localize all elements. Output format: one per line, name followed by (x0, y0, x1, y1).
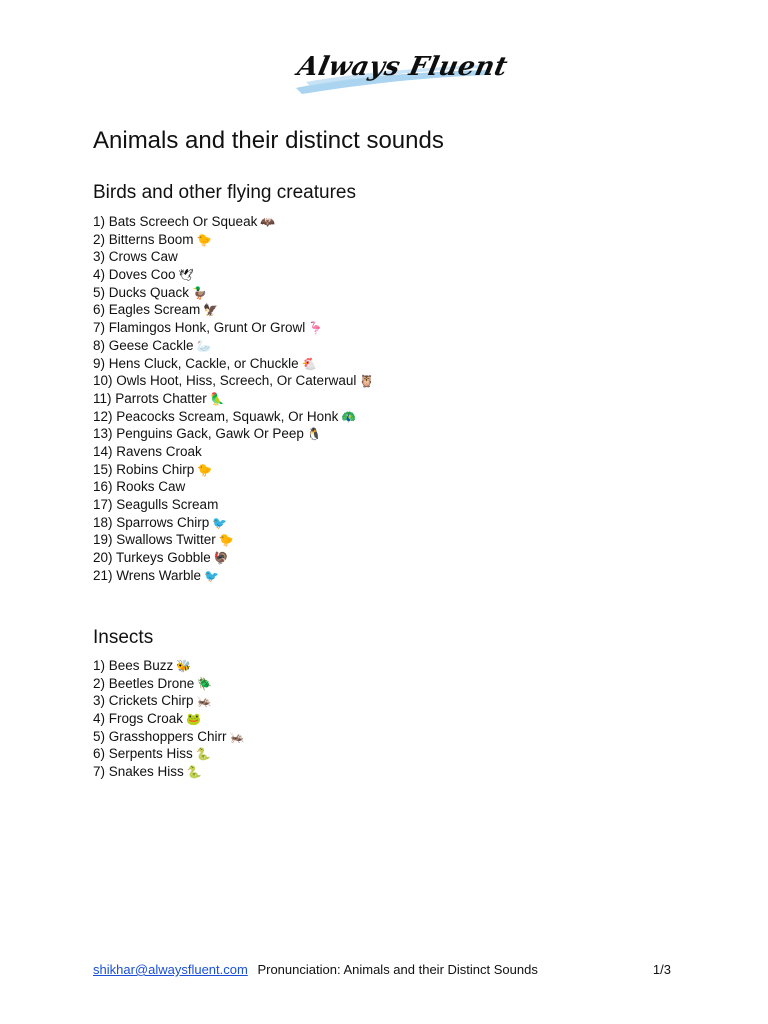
footer-title: Pronunciation: Animals and their Distinct Sounds (257, 962, 538, 977)
footer-email-link[interactable]: shikhar@alwaysfluent.com (93, 962, 248, 977)
list-item-text: 2) Bitterns Boom (93, 231, 194, 247)
list-item (93, 496, 374, 514)
swan-icon: 🦢 (196, 338, 212, 353)
insects-list (93, 657, 245, 781)
insects-heading: Insects (93, 627, 154, 648)
list-item-text: 5) Grasshoppers Chirr (93, 728, 227, 744)
list-item-text: 7) Snakes Hiss (93, 764, 184, 780)
list-item (93, 692, 245, 710)
list-item (93, 461, 374, 479)
penguin-icon: 🐧 (306, 427, 322, 442)
list-item (93, 425, 374, 443)
list-item (93, 549, 374, 567)
list-item (93, 372, 374, 390)
dove-icon: 🕊 (178, 268, 194, 283)
birds-list (93, 213, 374, 584)
logo (292, 48, 511, 100)
list-item (93, 567, 374, 585)
list-item-text: 6) Serpents Hiss (93, 746, 193, 762)
snake-icon: 🐍 (186, 765, 202, 780)
list-item (93, 675, 245, 693)
list-item-text: 15) Robins Chirp (93, 461, 195, 477)
list-item-text: 3) Crickets Chirp (93, 693, 194, 709)
list-item (93, 408, 374, 426)
list-item-text: 9) Hens Cluck, Cackle, or Chuckle (93, 355, 299, 371)
list-item (93, 248, 374, 266)
frog-icon: 🐸 (186, 712, 201, 727)
list-item (93, 657, 245, 675)
list-item (93, 231, 374, 249)
list-item (93, 728, 245, 746)
list-item (93, 266, 374, 284)
page-title: Animals and their distinct sounds (93, 127, 444, 154)
peacock-icon: 🦚 (341, 409, 357, 424)
eagle-icon: 🦅 (203, 303, 219, 318)
cricket-icon: 🦗 (229, 729, 245, 744)
list-item (93, 284, 374, 302)
beetle-icon: 🪲 (197, 676, 213, 691)
list-item-text: 2) Beetles Drone (93, 675, 195, 691)
list-item (93, 443, 374, 461)
list-item (93, 745, 245, 763)
list-item-text: 3) Crows Caw (93, 249, 178, 265)
list-item-text: 13) Penguins Gack, Gawk Or Peep (93, 426, 304, 442)
list-item-text: 7) Flamingos Honk, Grunt Or Growl (93, 320, 306, 336)
list-item-text: 17) Seagulls Scream (93, 497, 219, 512)
snake-icon: 🐍 (195, 747, 211, 762)
chick-icon: 🐤 (196, 232, 212, 247)
birds-heading: Birds and other flying creatures (93, 182, 356, 203)
footer (93, 962, 671, 977)
list-item-text: 21) Wrens Warble (93, 567, 202, 583)
list-item-text: 8) Geese Cackle (93, 337, 194, 353)
owl-icon: 🦉 (359, 374, 375, 389)
list-item-text: 1) Bees Buzz (93, 658, 174, 673)
list-item-text: 12) Peacocks Scream, Squawk, Or Honk (93, 408, 339, 424)
list-item-text: 6) Eagles Scream (93, 302, 201, 318)
list-item (93, 763, 245, 781)
list-item-text: 10) Owls Hoot, Hiss, Screech, Or Caterwaul (93, 373, 357, 389)
list-item-text: 4) Frogs Croak (93, 711, 184, 727)
list-item-text: 4) Doves Coo (93, 267, 176, 283)
list-item-text: 18) Sparrows Chirp (93, 514, 210, 530)
list-item (93, 710, 245, 728)
list-item-text: 16) Rooks Caw (93, 479, 186, 495)
duck-icon: 🦆 (192, 285, 207, 300)
turkey-icon: 🦃 (213, 551, 229, 566)
list-item-text: 1) Bats Screech Or Squeak (93, 214, 258, 229)
list-item-text: 5) Ducks Quack (93, 284, 190, 300)
list-item (93, 531, 374, 549)
flamingo-icon: 🦩 (308, 321, 324, 336)
list-item (93, 514, 374, 532)
bat-icon: 🦇 (260, 215, 276, 229)
list-item (93, 337, 374, 355)
list-item (93, 390, 374, 408)
cricket-icon: 🦗 (196, 694, 212, 709)
chicken-icon: 🐔 (301, 356, 317, 371)
bird-icon: 🐦 (212, 515, 228, 530)
bird-icon: 🐦 (204, 568, 219, 583)
bee-icon: 🐝 (176, 659, 192, 673)
page-number: 1/3 (652, 962, 671, 977)
chick-icon: 🐤 (218, 533, 234, 548)
list-item (93, 355, 374, 373)
list-item-text: 20) Turkeys Gobble (93, 550, 211, 566)
chick-icon: 🐤 (197, 462, 213, 477)
list-item (93, 478, 374, 496)
list-item-text: 11) Parrots Chatter (93, 390, 207, 406)
logo-text: Always Fluent (294, 52, 511, 82)
list-item-text: 14) Ravens Croak (93, 443, 202, 459)
list-item (93, 301, 374, 319)
list-item-text: 19) Swallows Twitter (93, 532, 216, 548)
list-item (93, 319, 374, 337)
list-item (93, 213, 374, 231)
parrot-icon: 🦜 (209, 391, 225, 406)
